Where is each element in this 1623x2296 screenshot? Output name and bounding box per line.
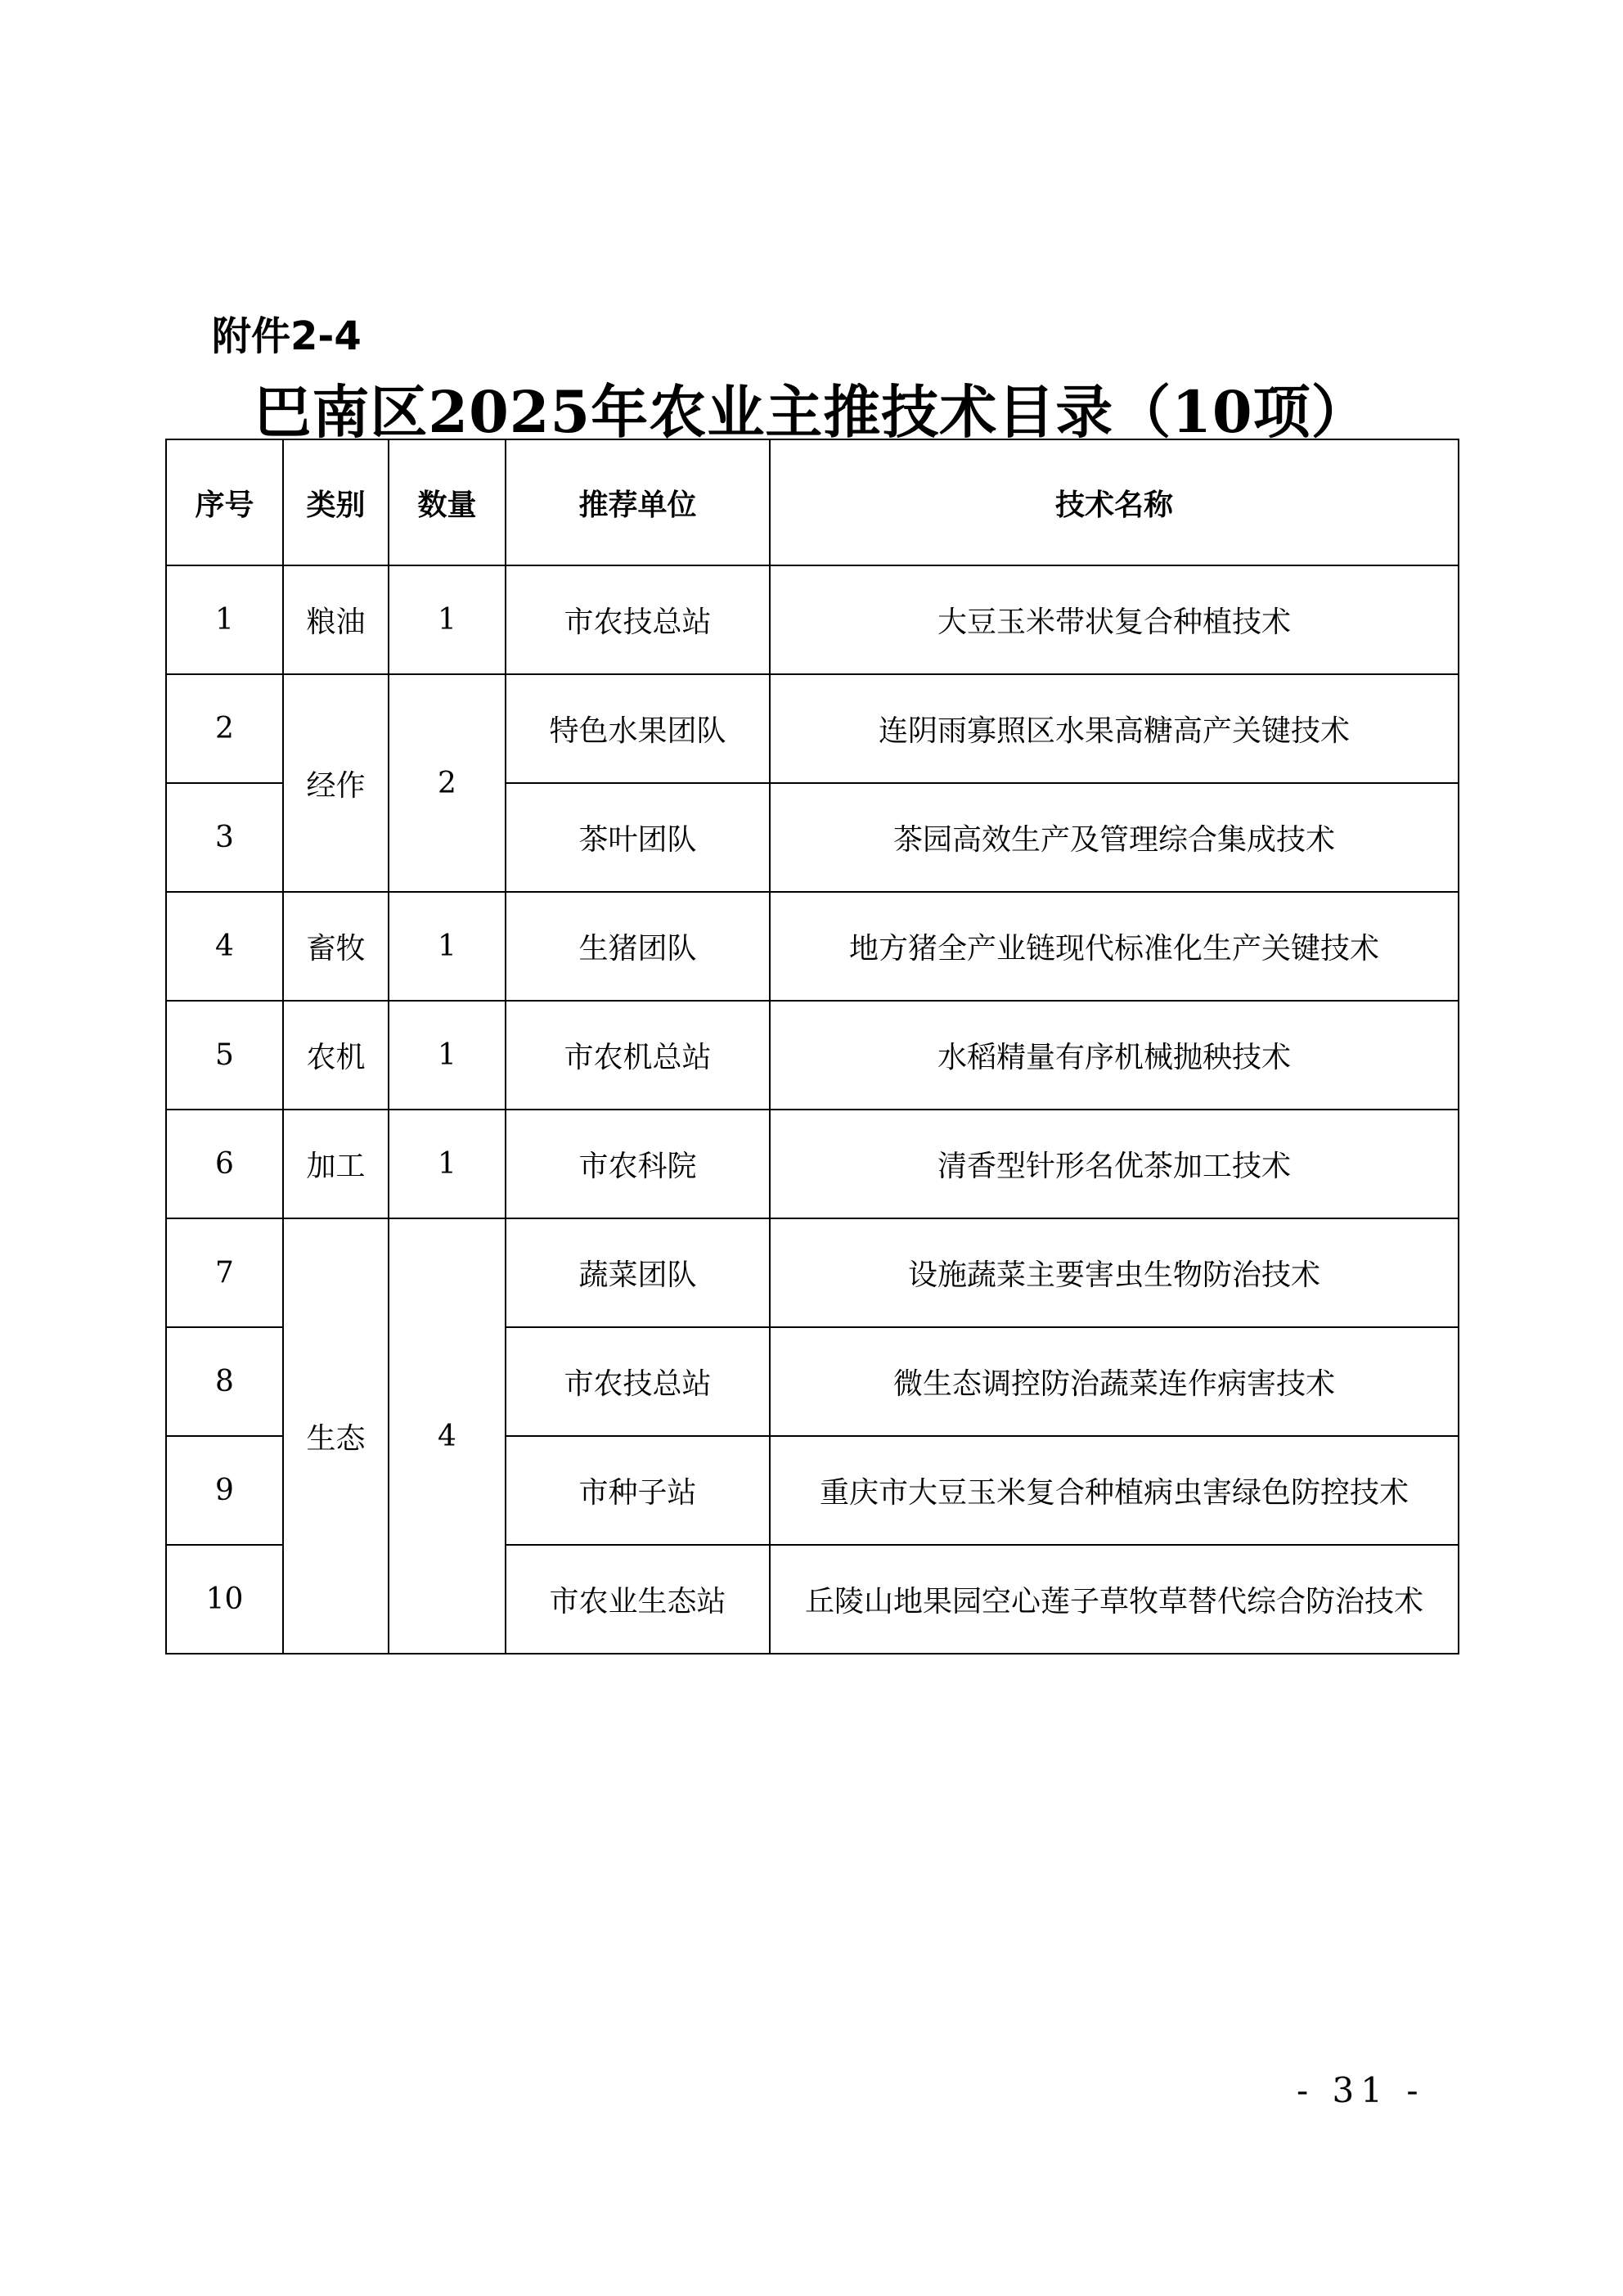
- cell-category: 畜牧: [283, 892, 389, 1001]
- cell-unit: 市农业生态站: [506, 1545, 770, 1654]
- header-category: 类别: [283, 439, 389, 565]
- cell-no: 6: [166, 1110, 283, 1218]
- document-title: 巴南区2025年农业主推技术目录（10项）: [254, 378, 1369, 446]
- cell-no: 9: [166, 1436, 283, 1545]
- table-row: [166, 674, 1459, 783]
- cell-no: 5: [166, 1001, 283, 1110]
- cell-no: 4: [166, 892, 283, 1001]
- page-number: - 31 -: [1297, 2070, 1425, 2110]
- cell-no: 7: [166, 1218, 283, 1327]
- cell-tech: 丘陵山地果园空心莲子草牧草替代综合防治技术: [770, 1545, 1459, 1654]
- table-row: [166, 1218, 1459, 1327]
- cell-count: 2: [389, 674, 506, 892]
- header-count: 数量: [389, 439, 506, 565]
- cell-unit: 蔬菜团队: [506, 1218, 770, 1327]
- cell-count: 1: [389, 1001, 506, 1110]
- cell-no: 3: [166, 783, 283, 892]
- cell-tech: 连阴雨寡照区水果高糖高产关键技术: [770, 674, 1459, 783]
- cell-no: 10: [166, 1545, 283, 1654]
- cell-category: 生态: [283, 1218, 389, 1654]
- cell-category: 农机: [283, 1001, 389, 1110]
- cell-count: 1: [389, 565, 506, 674]
- cell-unit: 市种子站: [506, 1436, 770, 1545]
- cell-unit: 市农技总站: [506, 1327, 770, 1436]
- table-header-row: [166, 439, 1459, 565]
- cell-no: 1: [166, 565, 283, 674]
- cell-unit: 市农技总站: [506, 565, 770, 674]
- table-row: [166, 892, 1459, 1001]
- cell-unit: 生猪团队: [506, 892, 770, 1001]
- table-row: [166, 1110, 1459, 1218]
- cell-tech: 清香型针形名优茶加工技术: [770, 1110, 1459, 1218]
- cell-tech: 大豆玉米带状复合种植技术: [770, 565, 1459, 674]
- header-no: 序号: [166, 439, 283, 565]
- cell-category: 经作: [283, 674, 389, 892]
- cell-unit: 市农科院: [506, 1110, 770, 1218]
- header-tech: 技术名称: [770, 439, 1459, 565]
- cell-tech: 地方猪全产业链现代标准化生产关键技术: [770, 892, 1459, 1001]
- cell-category: 粮油: [283, 565, 389, 674]
- annex-label: 附件2-4: [212, 313, 362, 359]
- cell-tech: 茶园高效生产及管理综合集成技术: [770, 783, 1459, 892]
- cell-category: 加工: [283, 1110, 389, 1218]
- table-row: [166, 1001, 1459, 1110]
- cell-unit: 市农机总站: [506, 1001, 770, 1110]
- cell-tech: 水稻精量有序机械抛秧技术: [770, 1001, 1459, 1110]
- tech-catalog-table: [165, 439, 1459, 1654]
- cell-count: 1: [389, 892, 506, 1001]
- cell-tech: 重庆市大豆玉米复合种植病虫害绿色防控技术: [770, 1436, 1459, 1545]
- cell-count: 1: [389, 1110, 506, 1218]
- cell-no: 8: [166, 1327, 283, 1436]
- table-row: [166, 565, 1459, 674]
- cell-unit: 特色水果团队: [506, 674, 770, 783]
- header-unit: 推荐单位: [506, 439, 770, 565]
- cell-no: 2: [166, 674, 283, 783]
- cell-tech: 微生态调控防治蔬菜连作病害技术: [770, 1327, 1459, 1436]
- cell-unit: 茶叶团队: [506, 783, 770, 892]
- cell-count: 4: [389, 1218, 506, 1654]
- cell-tech: 设施蔬菜主要害虫生物防治技术: [770, 1218, 1459, 1327]
